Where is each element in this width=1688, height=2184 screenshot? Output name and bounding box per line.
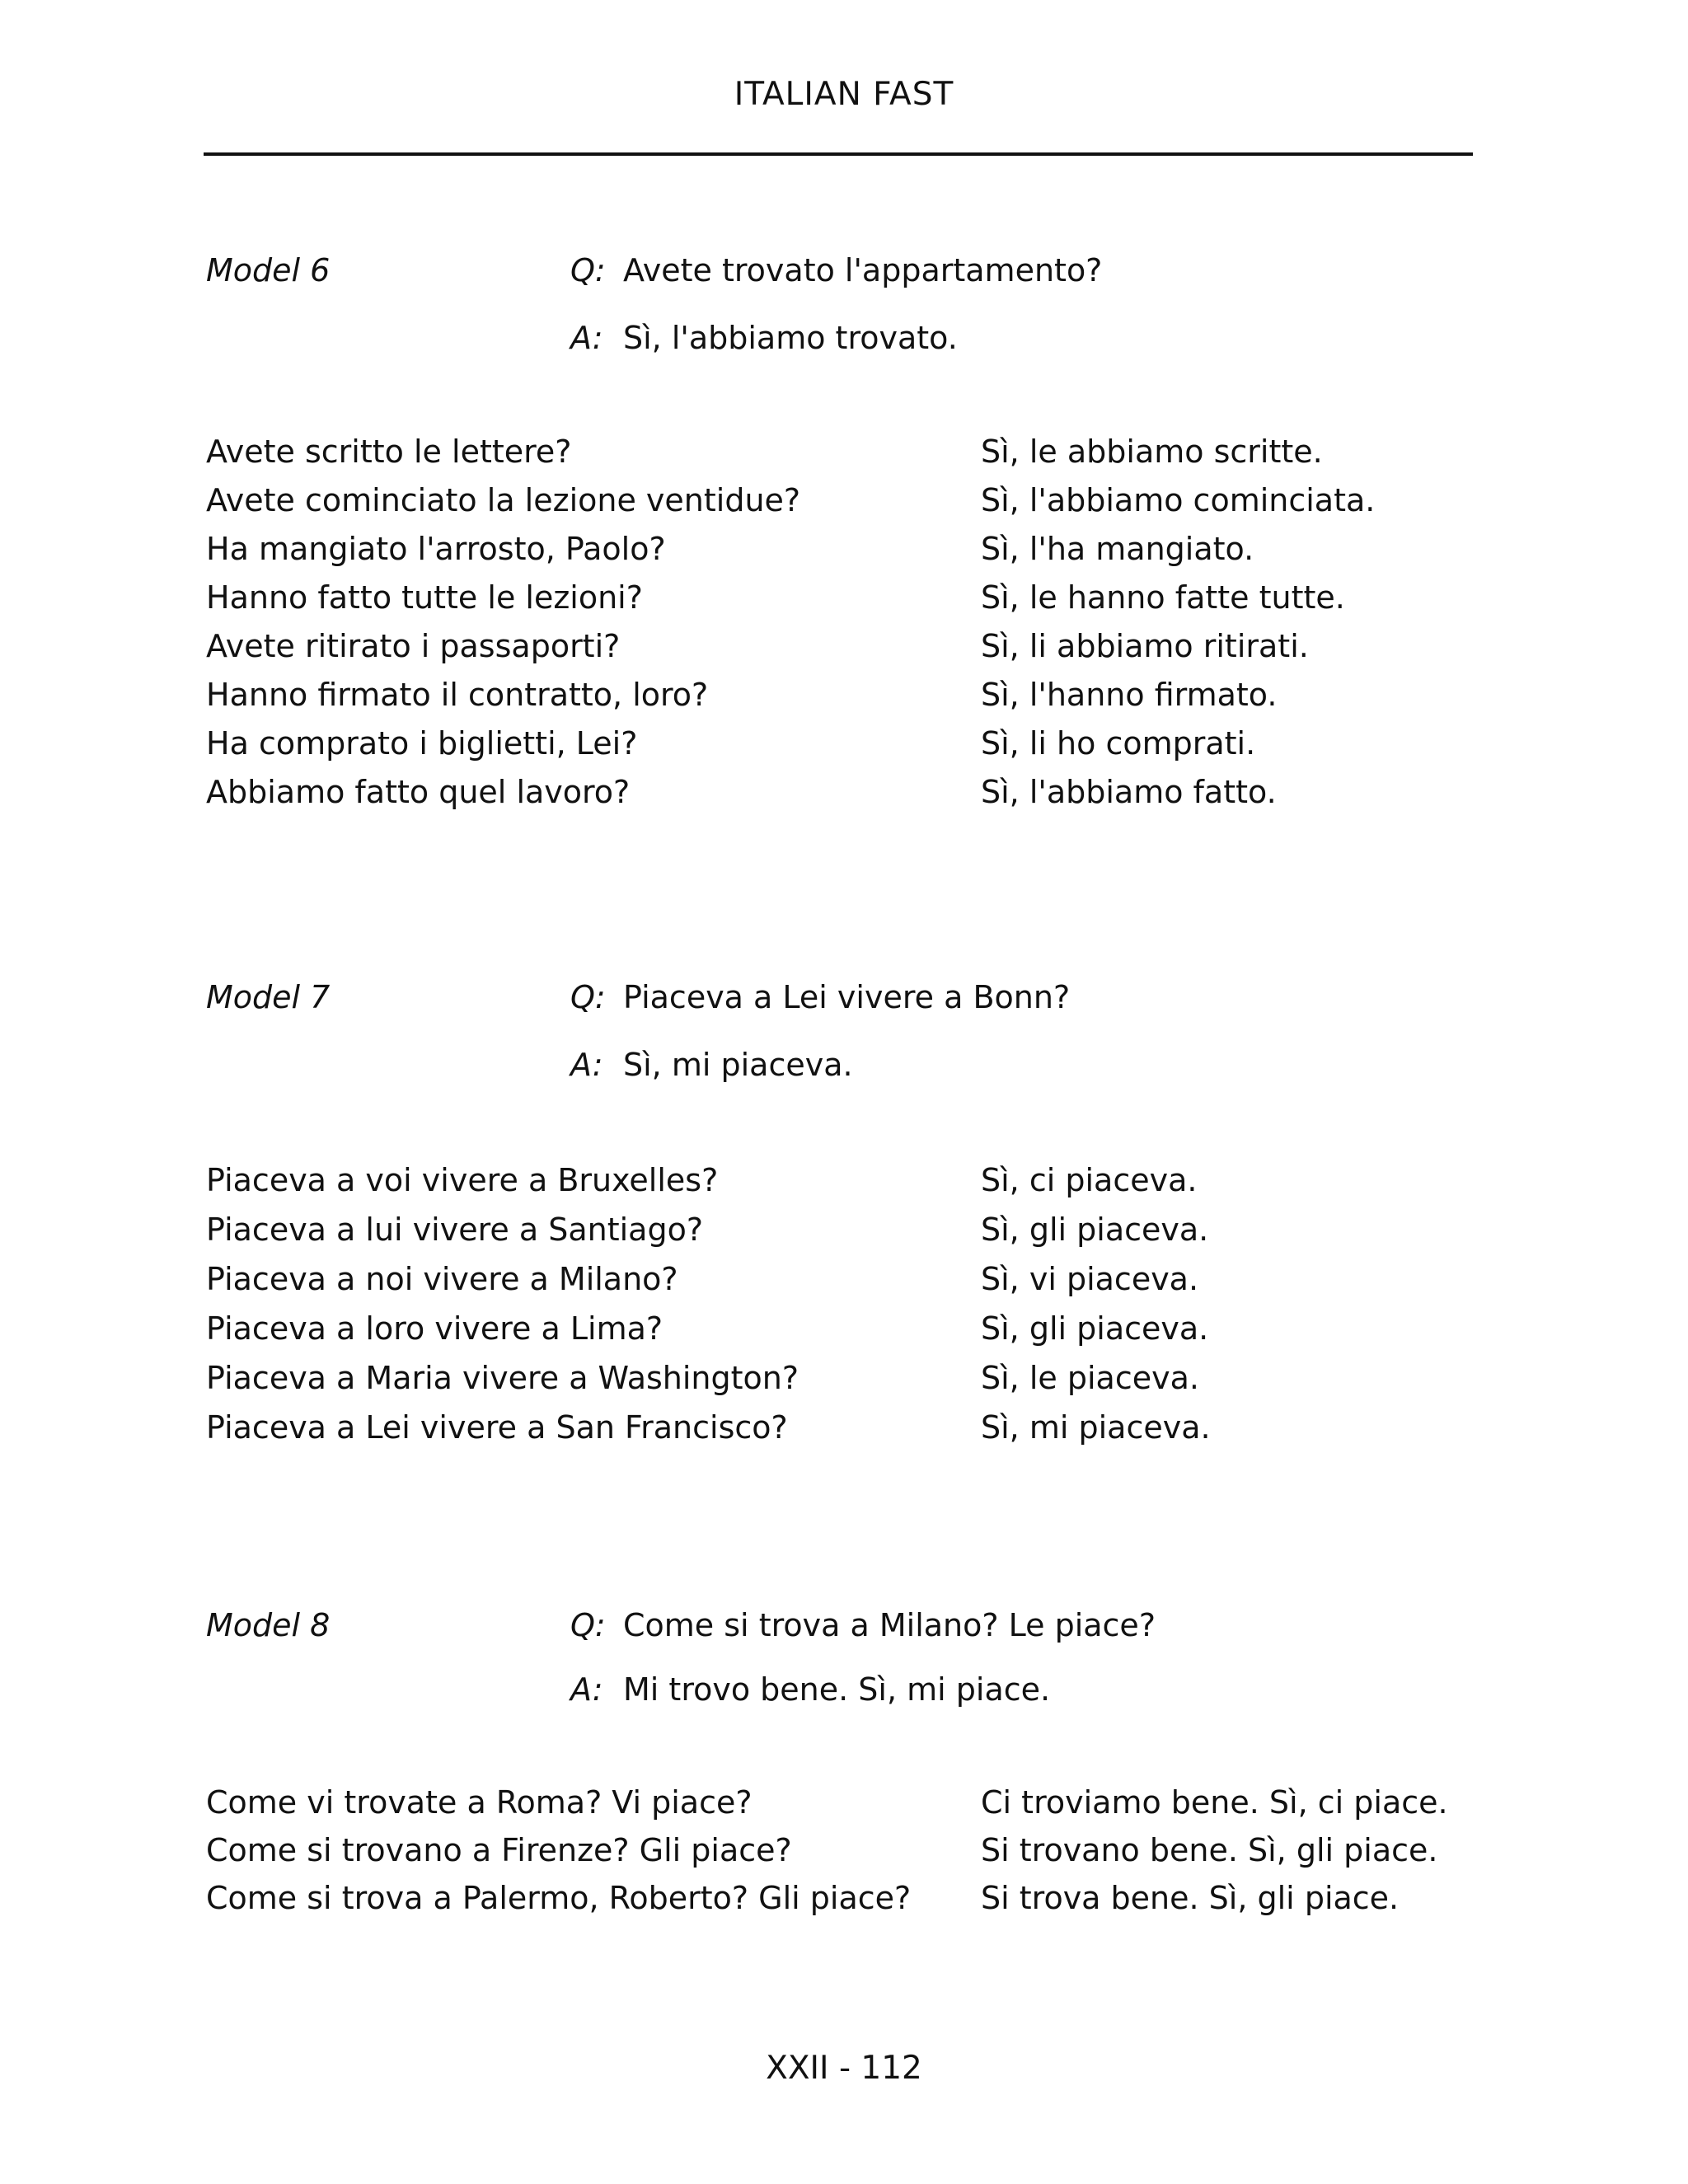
drill-question: Abbiamo fatto quel lavoro? [206, 774, 631, 810]
drill-question: Ha comprato i biglietti, Lei? [206, 725, 638, 762]
drill-question: Come si trovano a Firenze? Gli piace? [206, 1832, 792, 1868]
question-text: Piaceva a Lei vivere a Bonn? [623, 979, 1071, 1015]
drill-answer: Si trovano bene. Sì, gli piace. [981, 1832, 1438, 1868]
model-label: Model 6 [206, 252, 331, 288]
model-question [570, 979, 1070, 1015]
model-answer [570, 1671, 1050, 1708]
drill-question: Come si trova a Palermo, Roberto? Gli piace? [206, 1880, 912, 1916]
model-question [570, 1607, 1156, 1643]
page-number: XXII - 112 [766, 2050, 922, 2087]
drill-answer: Ci troviamo bene. Sì, ci piace. [981, 1784, 1448, 1821]
drill-answer: Sì, vi piaceva. [981, 1261, 1199, 1297]
drill-answer: Sì, ci piaceva. [981, 1162, 1198, 1198]
answer-text: Sì, mi piaceva. [623, 1047, 853, 1083]
drill-question: Avete scritto le lettere? [206, 434, 572, 470]
header-divider [204, 152, 1473, 156]
question-text: Avete trovato l'appartamento? [623, 252, 1103, 288]
drill-question: Ha mangiato l'arrosto, Paolo? [206, 531, 666, 567]
drill-answer: Sì, mi piaceva. [981, 1409, 1211, 1446]
drill-question: Piaceva a voi vivere a Bruxelles? [206, 1162, 719, 1198]
drill-question: Hanno firmato il contratto, loro? [206, 677, 709, 713]
drill-answer: Sì, gli piaceva. [981, 1212, 1209, 1248]
drill-question: Piaceva a noi vivere a Milano? [206, 1261, 678, 1297]
drill-answer: Sì, l'ha mangiato. [981, 531, 1254, 567]
drill-answer: Sì, gli piaceva. [981, 1310, 1209, 1347]
drill-question: Piaceva a Maria vivere a Washington? [206, 1360, 799, 1396]
drill-answer: Sì, l'abbiamo cominciata. [981, 482, 1376, 518]
drill-answer: Sì, le hanno fatte tutte. [981, 579, 1345, 616]
drill-question: Piaceva a lui vivere a Santiago? [206, 1212, 703, 1248]
drill-question: Avete ritirato i passaporti? [206, 628, 621, 664]
drill-question: Piaceva a Lei vivere a San Francisco? [206, 1409, 788, 1446]
model-answer [570, 320, 958, 356]
drill-answer: Sì, l'abbiamo fatto. [981, 774, 1277, 810]
question-tag: Q: [570, 1607, 606, 1643]
model-label: Model 7 [206, 979, 331, 1015]
drill-answer: Si trova bene. Sì, gli piace. [981, 1880, 1400, 1916]
question-text: Come si trova a Milano? Le piace? [623, 1607, 1156, 1643]
drill-question: Hanno fatto tutte le lezioni? [206, 579, 643, 616]
answer-text: Mi trovo bene. Sì, mi piace. [623, 1671, 1051, 1708]
drill-answer: Sì, le piaceva. [981, 1360, 1199, 1396]
question-tag: Q: [570, 979, 606, 1015]
model-label: Model 8 [206, 1607, 331, 1643]
answer-text: Sì, l'abbiamo trovato. [623, 320, 958, 356]
model-answer [570, 1047, 853, 1083]
answer-tag: A: [570, 1047, 603, 1083]
drill-answer: Sì, le abbiamo scritte. [981, 434, 1323, 470]
drill-question: Piaceva a loro vivere a Lima? [206, 1310, 663, 1347]
drill-question: Avete cominciato la lezione ventidue? [206, 482, 801, 518]
answer-tag: A: [570, 320, 603, 356]
drill-answer: Sì, li abbiamo ritirati. [981, 628, 1309, 664]
question-tag: Q: [570, 252, 606, 288]
drill-answer: Sì, li ho comprati. [981, 725, 1256, 762]
page-header-title: ITALIAN FAST [734, 76, 954, 113]
model-question [570, 252, 1102, 288]
drill-answer: Sì, l'hanno firmato. [981, 677, 1278, 713]
answer-tag: A: [570, 1671, 603, 1708]
drill-question: Come vi trovate a Roma? Vi piace? [206, 1784, 753, 1821]
